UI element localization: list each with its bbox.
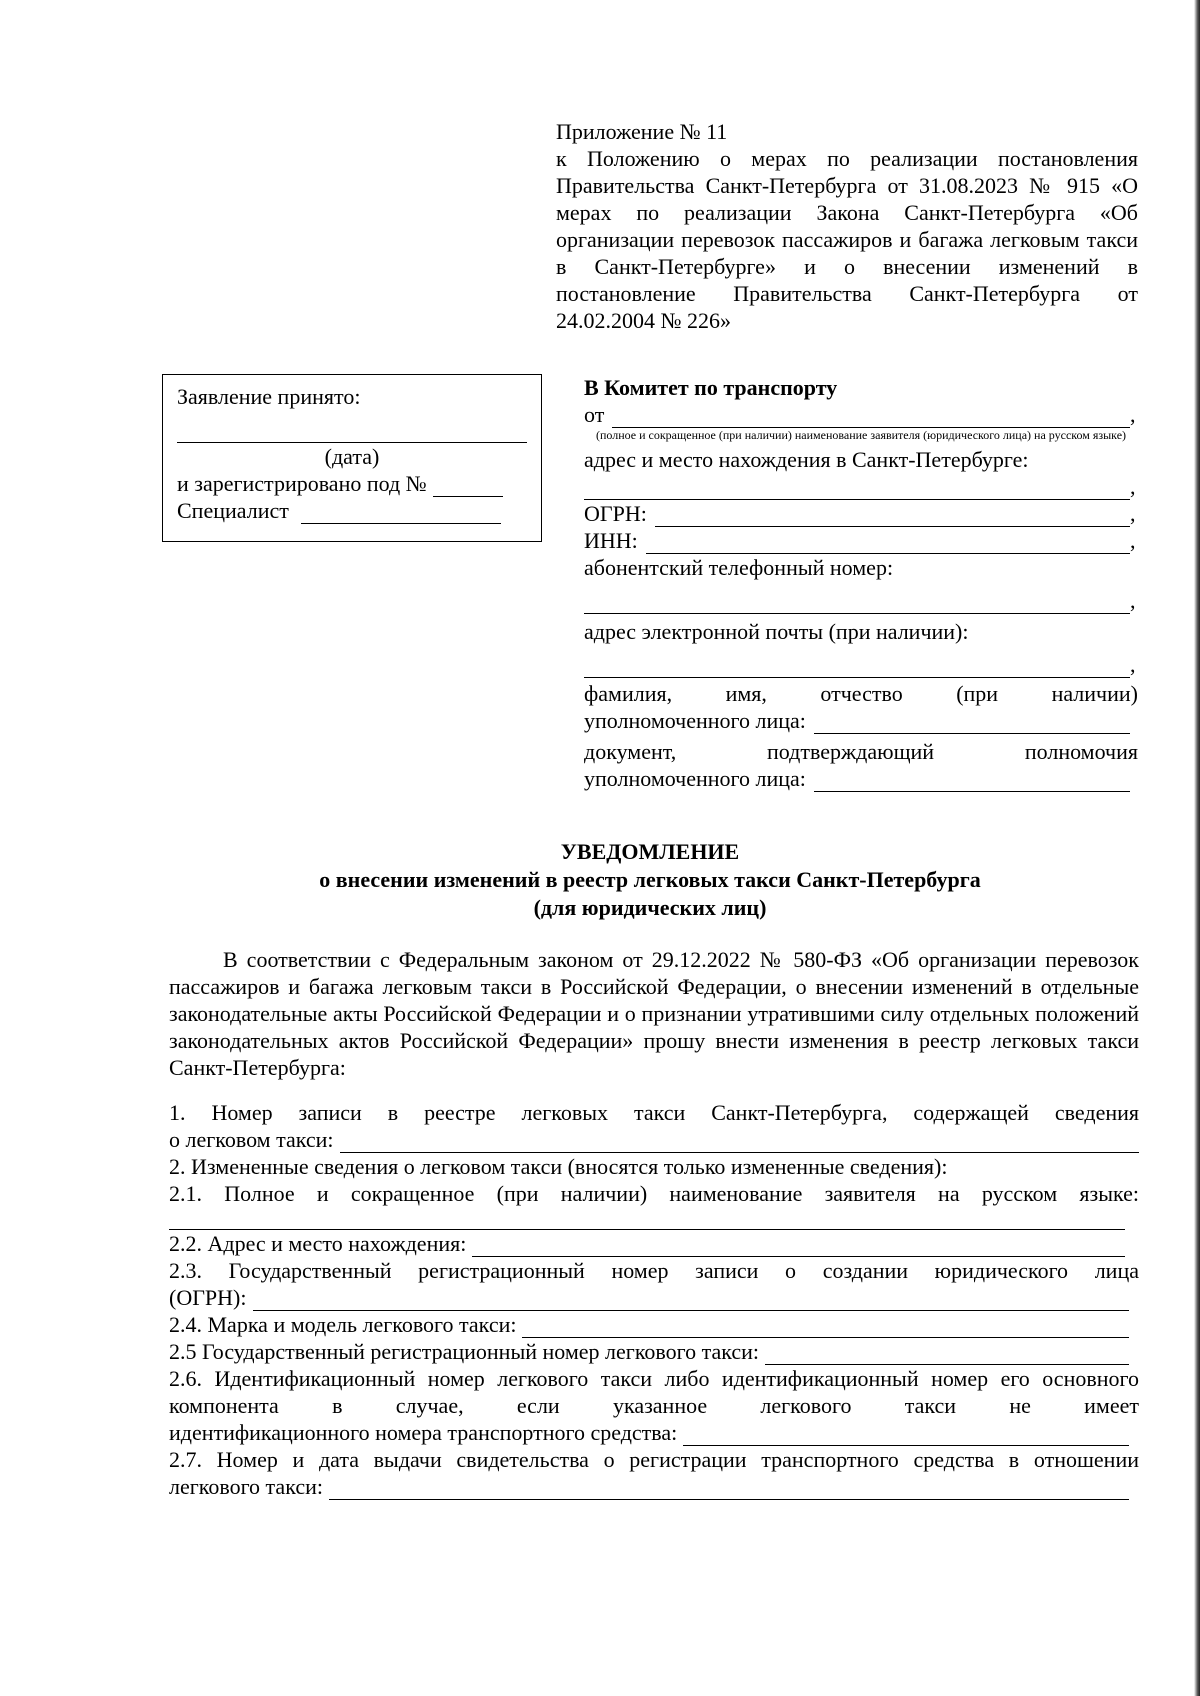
appendix-text: к Положению о мерах по реализации постановления Правительства Санкт-Петербурга от 31.08.2023 № 915 «О мерах по реализации Закона Санкт-Петербурга «Об организации перевозок пассажиров и багажа легковым такси в Санкт-Петербурге» и о внесении изменений в постановление Правительства Санкт-Петербурга от 24.02.2004 № 226»	[556, 146, 1138, 333]
inn-label: ИНН:	[584, 528, 638, 553]
specialist-label: Специалист	[177, 498, 289, 523]
applicant-name-field[interactable]	[612, 405, 1130, 428]
item-2-text: 2. Измененные сведения о легковом такси (вносятся только измененные сведения):	[169, 1154, 948, 1179]
item-2-1-text: 2.1. Полное и сокращенное (при наличии) наименование заявителя на русском языке:	[169, 1181, 1139, 1206]
authority-document-label-2: уполномоченного лица:	[584, 766, 806, 791]
item-2-6-text: 2.6. Идентификационный номер легкового такси либо идентификационный номер его основного компонента в случае, если указанное легкового такси не имеет	[169, 1366, 1139, 1418]
applicant-name-note: (полное и сокращенное (при наличии) наименование заявителя (юридического лица) на русском языке)	[595, 428, 1127, 442]
intro-paragraph: В соответствии с Федеральным законом от 29.12.2022 № 580-ФЗ «Об организации перевозок пассажиров и багажа легковым такси в Российской Федерации, о внесении изменений в отдельные законодательные акты Российской Федерации и о признании утратившими силу отдельных положений законодательных актов Российской Федерации» прошу внести изменения в реестр легковых такси Санкт-Петербурга:	[169, 947, 1139, 1080]
scan-edge	[1194, 0, 1200, 1696]
accepted-label: Заявление принято:	[177, 384, 361, 409]
phone-field[interactable]	[584, 589, 1130, 614]
phone-label: абонентский телефонный номер:	[584, 555, 894, 580]
ogrn-record-field[interactable]	[253, 1288, 1130, 1311]
item-2-3-label: (ОГРН):	[169, 1285, 247, 1310]
comma: ,	[1130, 501, 1136, 526]
ogrn-label: ОГРН:	[584, 501, 647, 526]
comma: ,	[1130, 652, 1136, 677]
registry-record-number-field[interactable]	[340, 1130, 1139, 1153]
appendix-header	[556, 118, 1138, 334]
registration-certificate-field[interactable]	[329, 1477, 1129, 1500]
registered-label: и зарегистрировано под №	[177, 471, 427, 496]
address-label: адрес и место нахождения в Санкт-Петербурге:	[584, 447, 1029, 472]
vin-field[interactable]	[683, 1423, 1129, 1446]
notification-body	[169, 946, 1139, 1500]
item-2-7-label: легкового такси:	[169, 1474, 323, 1499]
date-label: (дата)	[324, 444, 380, 469]
committee-name: В Комитет по транспорту	[584, 375, 838, 400]
item-2-2-label: 2.2. Адрес и место нахождения:	[169, 1231, 467, 1256]
taxi-make-model-field[interactable]	[522, 1315, 1129, 1338]
item-2-3-text: 2.3. Государственный регистрационный номер записи о создании юридического лица	[169, 1258, 1139, 1283]
item-2-5-label: 2.5 Государственный регистрационный номер легкового такси:	[169, 1339, 760, 1364]
registration-box	[162, 374, 542, 542]
date-field[interactable]	[177, 420, 527, 443]
item-2-6-label: идентификационного номера транспортного средства:	[169, 1420, 678, 1445]
from-label: от	[584, 402, 605, 427]
ogrn-field[interactable]	[655, 504, 1130, 527]
comma: ,	[1130, 402, 1136, 427]
item-2-4-label: 2.4. Марка и модель легкового такси:	[169, 1312, 517, 1337]
applicant-name-ru-field[interactable]	[169, 1207, 1125, 1230]
addressee-block	[584, 374, 1138, 792]
title-line-2: о внесении изменений в реестр легковых такси Санкт-Петербурга	[319, 867, 981, 892]
title-line-3: (для юридических лиц)	[533, 895, 767, 920]
authority-document-field[interactable]	[814, 769, 1130, 792]
title-line-1: УВЕДОМЛЕНИЕ	[560, 839, 740, 864]
comma: ,	[1130, 474, 1136, 499]
comma: ,	[1130, 528, 1136, 553]
comma: ,	[1130, 588, 1136, 613]
document-title	[150, 838, 1150, 922]
location-field[interactable]	[472, 1234, 1125, 1257]
authorized-person-label: фамилия, имя, отчество (при наличии)	[584, 681, 1138, 706]
authorized-person-label-2: уполномоченного лица:	[584, 708, 806, 733]
registration-number-field[interactable]	[433, 474, 503, 497]
authorized-person-field[interactable]	[814, 711, 1130, 734]
address-field[interactable]	[584, 475, 1130, 500]
email-label: адрес электронной почты (при наличии):	[584, 619, 969, 644]
appendix-number: Приложение № 11	[556, 119, 728, 144]
email-field[interactable]	[584, 653, 1130, 678]
item-1-label: о легковом такси:	[169, 1127, 334, 1152]
item-1-text: 1. Номер записи в реестре легковых такси Санкт-Петербурга, содержащей сведения	[169, 1100, 1139, 1125]
taxi-plate-number-field[interactable]	[765, 1342, 1129, 1365]
specialist-field[interactable]	[301, 501, 501, 524]
inn-field[interactable]	[646, 531, 1130, 554]
authority-document-label: документ, подтверждающий полномочия	[584, 739, 1138, 764]
item-2-7-text: 2.7. Номер и дата выдачи свидетельства о регистрации транспортного средства в отношении	[169, 1447, 1139, 1472]
